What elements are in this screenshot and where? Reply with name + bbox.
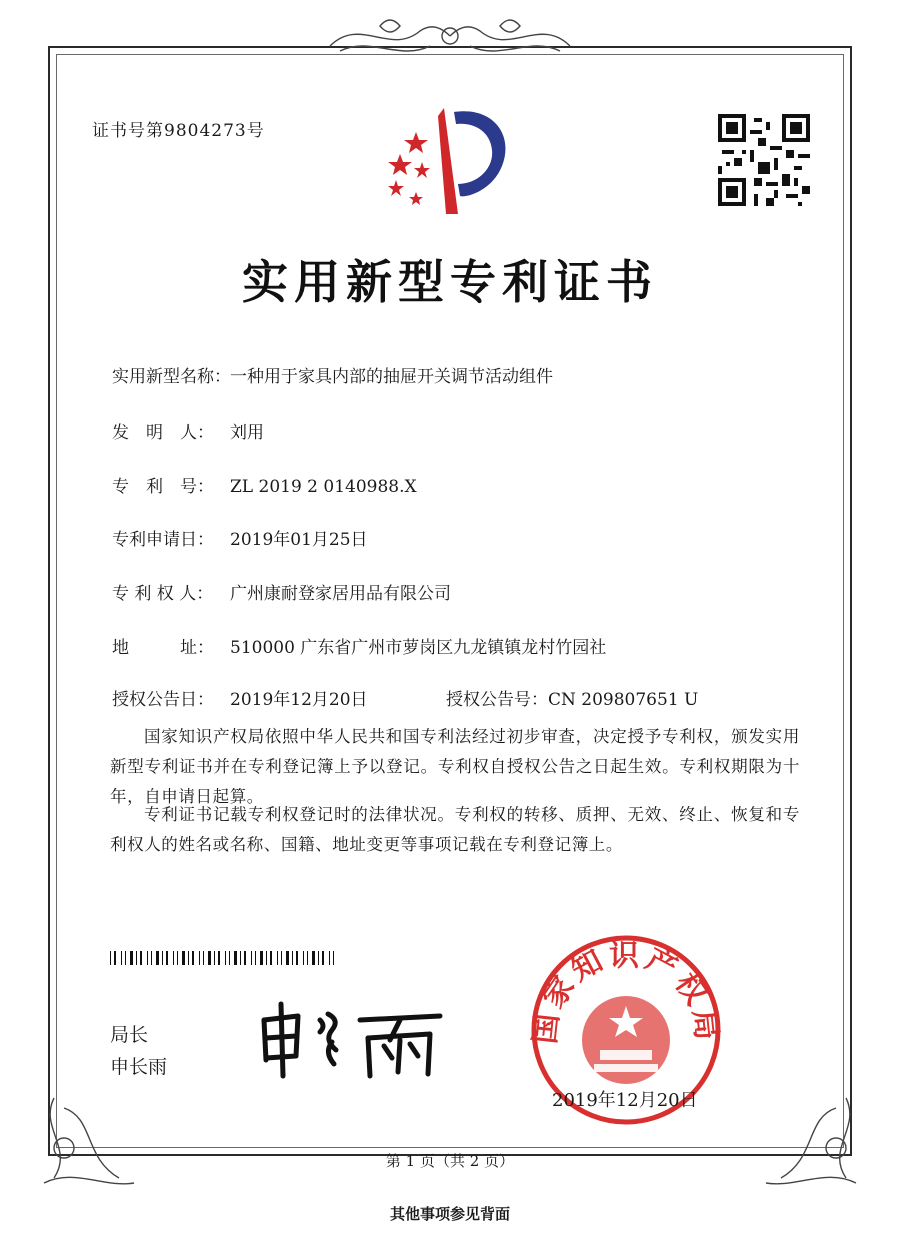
field-value: ZL 2019 2 0140988.X	[230, 477, 417, 497]
field-label: 授权公告日：	[112, 690, 214, 710]
corner-ornament-right	[756, 1088, 866, 1198]
body-paragraph-1: 国家知识产权局依照中华人民共和国专利法经过初步审查，决定授予专利权，颁发实用新型专利证书并在专利登记簿上予以登记。专利权自授权公告之日起生效。专利权期限为十年，自申请日起算。	[110, 727, 800, 806]
field-label: 实用新型名称：	[112, 367, 231, 387]
field-label: 发 明 人：	[112, 423, 214, 443]
corner-ornament-left	[34, 1088, 144, 1198]
field-value: 510000 广东省广州市萝岗区九龙镇镇龙村竹园社	[230, 638, 607, 658]
field-value: 2019年01月25日	[230, 530, 368, 550]
field-utility-model-name	[112, 362, 553, 387]
field-label: 授权公告号：	[446, 690, 548, 710]
field-label: 专利申请日：	[112, 530, 214, 550]
body-paragraph-2: 专利证书记载专利权登记时的法律状况。专利权的转移、质押、无效、终止、恢复和专利权人的姓名或名称、国籍、地址变更等事项记载在专利登记簿上。	[110, 805, 800, 854]
certificate-number: 证书号第9804273号	[92, 121, 265, 141]
field-value: 广州康耐登家居用品有限公司	[230, 584, 451, 604]
field-application-date	[112, 525, 368, 550]
field-publication-date	[112, 685, 368, 710]
director-signature	[250, 990, 450, 1080]
qr-code	[718, 114, 810, 206]
field-publication-number	[446, 685, 698, 710]
field-value: 2019年12月20日	[230, 690, 368, 710]
seal-date: 2019年12月20日	[552, 1090, 698, 1111]
field-address	[112, 633, 606, 658]
top-ornament	[320, 6, 580, 66]
director-name: 申长雨	[110, 1056, 168, 1078]
field-label: 专 利 权 人：	[112, 584, 214, 604]
seal-text: 国家知识产权局	[528, 938, 724, 1046]
director-title: 局长	[110, 1024, 149, 1046]
page-number: 第 1 页（共 2 页）	[385, 1152, 515, 1170]
field-value: 一种用于家具内部的抽屉开关调节活动组件	[230, 367, 553, 387]
field-value: CN 209807651 U	[548, 690, 699, 710]
field-value: 刘用	[230, 423, 264, 443]
barcode	[110, 951, 338, 965]
field-patentee	[112, 579, 451, 604]
field-patent-number	[112, 472, 417, 497]
patent-office-logo	[382, 96, 522, 220]
footer-note: 其他事项参见背面	[389, 1205, 510, 1223]
field-label: 专 利 号：	[112, 477, 214, 497]
field-inventor	[112, 418, 264, 443]
field-label: 地 址：	[112, 638, 214, 658]
certificate-title: 实用新型专利证书	[242, 255, 658, 309]
